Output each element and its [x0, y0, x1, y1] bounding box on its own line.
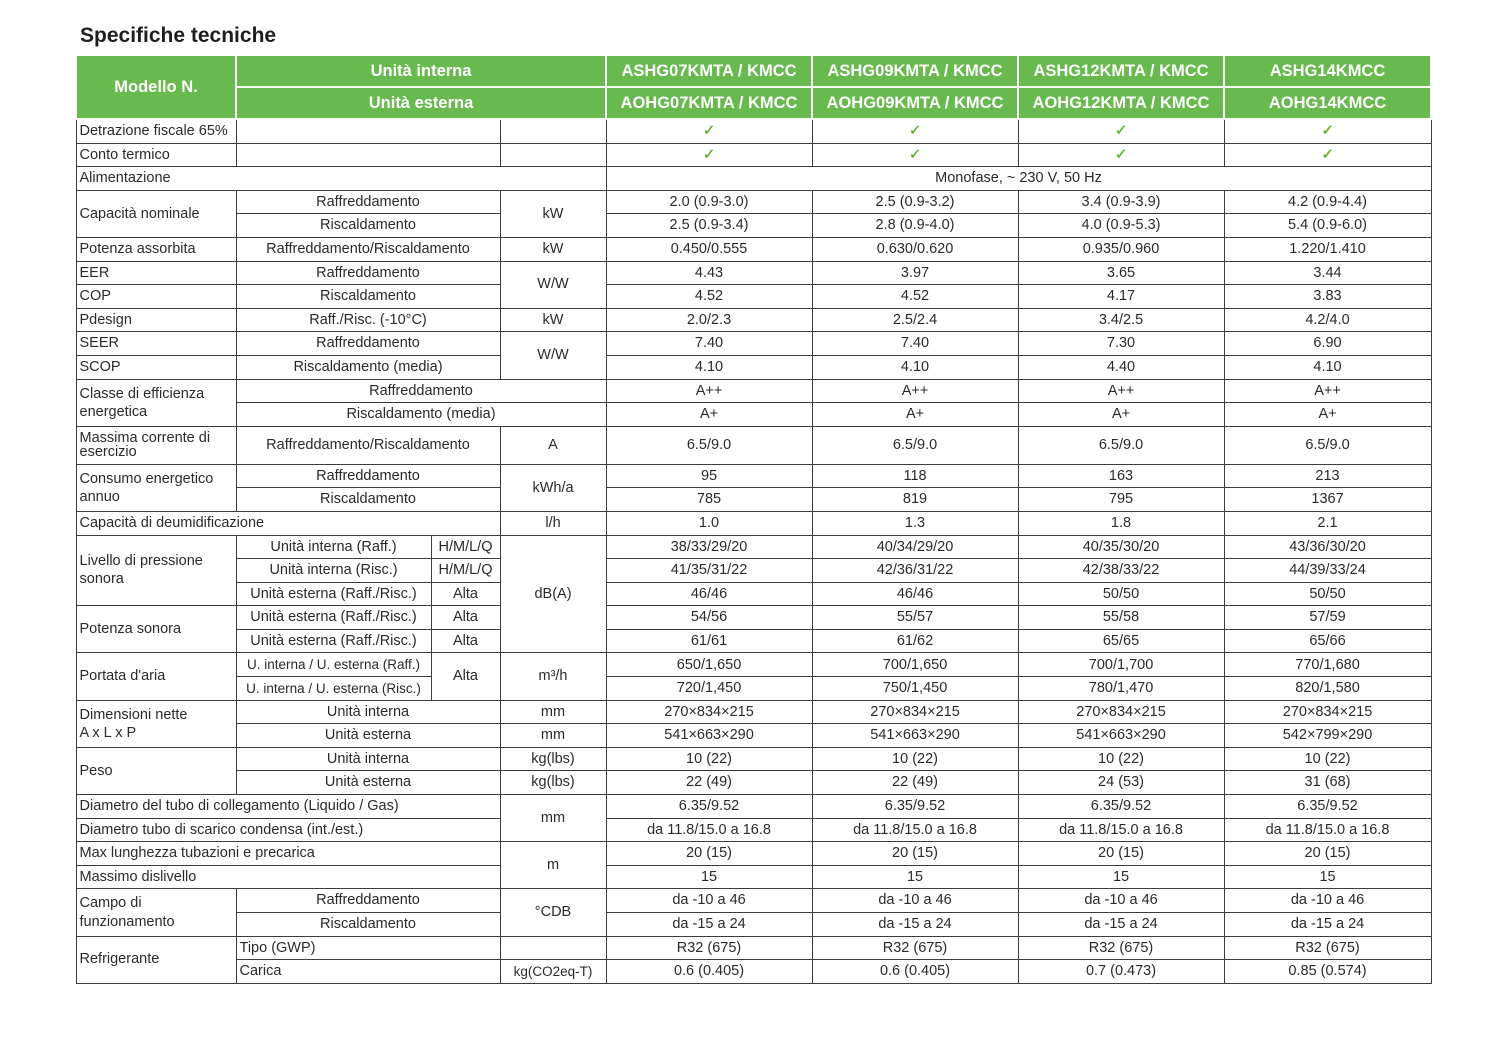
- value-cell: da -15 a 24: [812, 913, 1018, 937]
- value-cell: 3.4 (0.9-3.9): [1018, 190, 1224, 214]
- value-cell: da 11.8/15.0 a 16.8: [1018, 818, 1224, 842]
- sub-label: Riscaldamento (media): [236, 355, 500, 379]
- value-cell: 15: [1018, 865, 1224, 889]
- row-label-scop: SCOP: [76, 355, 236, 379]
- unit-cell: kg(lbs): [500, 771, 606, 795]
- sub-label: Unità esterna (Raff./Risc.): [236, 629, 431, 653]
- value-cell: 6.5/9.0: [812, 426, 1018, 464]
- sub-label: Raffreddamento: [236, 332, 500, 356]
- sub-label: Unità interna: [236, 700, 500, 724]
- table-row: [76, 913, 1431, 937]
- value-cell: 55/58: [1018, 606, 1224, 630]
- indoor-model-1: ASHG07KMTA / KMCC: [606, 55, 812, 87]
- value-cell: 785: [606, 488, 812, 512]
- value-cell: 0.7 (0.473): [1018, 960, 1224, 984]
- value-cell: 1.8: [1018, 511, 1224, 535]
- value-cell: 7.30: [1018, 332, 1224, 356]
- unit-cell: kW: [500, 308, 606, 332]
- row-label-pressione: Livello di pressione sonora: [76, 535, 236, 606]
- value-cell: 2.5 (0.9-3.4): [606, 214, 812, 238]
- indoor-model-3: ASHG12KMTA / KMCC: [1018, 55, 1224, 87]
- value-cell: 4.17: [1018, 285, 1224, 309]
- check-icon: ✓: [606, 119, 812, 143]
- row-label-eer: EER: [76, 261, 236, 285]
- value-cell: 2.1: [1224, 511, 1431, 535]
- table-row: [76, 677, 1431, 701]
- header-row-outdoor: [76, 87, 1431, 119]
- mode-cell: Alta: [431, 606, 500, 630]
- value-cell: 541×663×290: [1018, 724, 1224, 748]
- check-icon: ✓: [812, 119, 1018, 143]
- sub-label: Unità esterna: [236, 724, 500, 748]
- sub-label: Riscaldamento: [236, 913, 500, 937]
- value-cell: 650/1,650: [606, 653, 812, 677]
- table-row: [76, 700, 1431, 724]
- unit-cell: kg(CO2eq-T): [500, 960, 606, 984]
- table-row: [76, 771, 1431, 795]
- value-cell: 65/66: [1224, 629, 1431, 653]
- row-label-detrazione: Detrazione fiscale 65%: [76, 119, 236, 143]
- value-cell: 2.5/2.4: [812, 308, 1018, 332]
- table-row: [76, 403, 1431, 427]
- value-cell: 20 (15): [1018, 842, 1224, 866]
- sub-label: Raffreddamento: [236, 889, 500, 913]
- value-cell: 700/1,650: [812, 653, 1018, 677]
- value-cell: 2.8 (0.9-4.0): [812, 214, 1018, 238]
- value-cell: da 11.8/15.0 a 16.8: [812, 818, 1018, 842]
- value-cell: 541×663×290: [606, 724, 812, 748]
- table-row: [76, 535, 1431, 559]
- value-cell: da 11.8/15.0 a 16.8: [606, 818, 812, 842]
- sub-label: Carica: [236, 960, 500, 984]
- check-icon: ✓: [1224, 143, 1431, 167]
- value-cell: da -10 a 46: [1224, 889, 1431, 913]
- value-cell: 270×834×215: [606, 700, 812, 724]
- table-row: [76, 379, 1431, 403]
- row-label-capacita: Capacità nominale: [76, 190, 236, 237]
- value-cell: da -10 a 46: [1018, 889, 1224, 913]
- value-cell: 6.90: [1224, 332, 1431, 356]
- value-cell: 1367: [1224, 488, 1431, 512]
- value-cell: da -15 a 24: [1018, 913, 1224, 937]
- value-cell: 46/46: [812, 582, 1018, 606]
- value-cell: 65/65: [1018, 629, 1224, 653]
- value-cell: 2.0 (0.9-3.0): [606, 190, 812, 214]
- value-cell: A++: [1018, 379, 1224, 403]
- dimensioni-label: Dimensioni nette: [79, 706, 188, 723]
- sub-label: Raffreddamento/Riscaldamento: [236, 426, 500, 464]
- value-cell: 0.85 (0.574): [1224, 960, 1431, 984]
- value-cell: R32 (675): [606, 936, 812, 960]
- value-cell: R32 (675): [812, 936, 1018, 960]
- table-row: [76, 119, 1431, 143]
- outdoor-model-2: AOHG09KMTA / KMCC: [812, 87, 1018, 119]
- outdoor-model-4: AOHG14KMCC: [1224, 87, 1431, 119]
- row-label-deumid: Capacità di deumidificazione: [76, 511, 500, 535]
- value-cell: 20 (15): [606, 842, 812, 866]
- table-row: [76, 511, 1431, 535]
- value-cell: 213: [1224, 464, 1431, 488]
- unit-cell: mm: [500, 795, 606, 842]
- value-cell: 3.44: [1224, 261, 1431, 285]
- table-row: [76, 653, 1431, 677]
- value-cell: 42/38/33/22: [1018, 559, 1224, 583]
- table-row: [76, 629, 1431, 653]
- sub-label: U. interna / U. esterna (Risc.): [236, 677, 431, 701]
- value-cell: 0.6 (0.405): [606, 960, 812, 984]
- value-cell: 20 (15): [812, 842, 1018, 866]
- unit-cell: kW: [500, 237, 606, 261]
- check-icon: ✓: [606, 143, 812, 167]
- sub-label: Raff./Risc. (-10°C): [236, 308, 500, 332]
- value-cell: 4.0 (0.9-5.3): [1018, 214, 1224, 238]
- value-cell: A++: [1224, 379, 1431, 403]
- unit-cell: dB(A): [500, 535, 606, 653]
- unit-cell: l/h: [500, 511, 606, 535]
- table-row: [76, 795, 1431, 819]
- value-cell: 50/50: [1018, 582, 1224, 606]
- value-cell: 6.35/9.52: [606, 795, 812, 819]
- sub-label: Riscaldamento: [236, 488, 500, 512]
- unit-cell: °CDB: [500, 889, 606, 936]
- value-cell: 10 (22): [812, 747, 1018, 771]
- value-cell: 55/57: [812, 606, 1018, 630]
- value-cell: 6.5/9.0: [1224, 426, 1431, 464]
- row-label-potenza-sonora: Potenza sonora: [76, 606, 236, 653]
- table-row: [76, 559, 1431, 583]
- value-cell: 3.4/2.5: [1018, 308, 1224, 332]
- table-row: [76, 865, 1431, 889]
- value-cell: da -10 a 46: [812, 889, 1018, 913]
- row-label-refrigerante: Refrigerante: [76, 936, 236, 983]
- alimentazione-value: Monofase, ~ 230 V, 50 Hz: [606, 167, 1431, 191]
- value-cell: A+: [1224, 403, 1431, 427]
- unit-cell: A: [500, 426, 606, 464]
- sub-label: Unità interna (Risc.): [236, 559, 431, 583]
- header-row-indoor: [76, 55, 1431, 87]
- sub-label: Raffreddamento: [236, 190, 500, 214]
- value-cell: 4.10: [812, 355, 1018, 379]
- value-cell: 10 (22): [1224, 747, 1431, 771]
- value-cell: 7.40: [812, 332, 1018, 356]
- value-cell: R32 (675): [1018, 936, 1224, 960]
- unit-cell: W/W: [500, 261, 606, 308]
- value-cell: 22 (49): [606, 771, 812, 795]
- value-cell: 40/34/29/20: [812, 535, 1018, 559]
- value-cell: da -10 a 46: [606, 889, 812, 913]
- value-cell: 95: [606, 464, 812, 488]
- value-cell: 31 (68): [1224, 771, 1431, 795]
- sub-label: Riscaldamento: [236, 285, 500, 309]
- value-cell: 6.35/9.52: [812, 795, 1018, 819]
- value-cell: da -15 a 24: [1224, 913, 1431, 937]
- value-cell: 6.35/9.52: [1018, 795, 1224, 819]
- value-cell: da -15 a 24: [606, 913, 812, 937]
- value-cell: 270×834×215: [812, 700, 1018, 724]
- value-cell: 780/1,470: [1018, 677, 1224, 701]
- value-cell: 41/35/31/22: [606, 559, 812, 583]
- value-cell: 2.5 (0.9-3.2): [812, 190, 1018, 214]
- value-cell: A+: [606, 403, 812, 427]
- table-row: [76, 582, 1431, 606]
- row-label-campo: Campo di funzionamento: [76, 889, 236, 936]
- row-label-dislivello: Massimo dislivello: [76, 865, 500, 889]
- value-cell: 270×834×215: [1224, 700, 1431, 724]
- check-icon: ✓: [812, 143, 1018, 167]
- outdoor-unit-label: Unità esterna: [236, 87, 606, 119]
- value-cell: 770/1,680: [1224, 653, 1431, 677]
- unit-cell: kW: [500, 190, 606, 237]
- unit-cell: mm: [500, 700, 606, 724]
- value-cell: 700/1,700: [1018, 653, 1224, 677]
- value-cell: 4.10: [1224, 355, 1431, 379]
- mode-cell: Alta: [431, 629, 500, 653]
- value-cell: A++: [812, 379, 1018, 403]
- table-row: [76, 355, 1431, 379]
- sub-label: Unità interna (Raff.): [236, 535, 431, 559]
- value-cell: 24 (53): [1018, 771, 1224, 795]
- table-row: [76, 285, 1431, 309]
- value-cell: A++: [606, 379, 812, 403]
- value-cell: 54/56: [606, 606, 812, 630]
- unit-cell: kWh/a: [500, 464, 606, 511]
- unit-cell: m³/h: [500, 653, 606, 700]
- value-cell: 7.40: [606, 332, 812, 356]
- table-row: [76, 724, 1431, 748]
- row-label-pdesign: Pdesign: [76, 308, 236, 332]
- row-label-portata: Portata d'aria: [76, 653, 236, 700]
- table-row: [76, 488, 1431, 512]
- table-row: [76, 214, 1431, 238]
- row-label-dimensioni: [76, 700, 236, 747]
- value-cell: 750/1,450: [812, 677, 1018, 701]
- value-cell: 6.35/9.52: [1224, 795, 1431, 819]
- value-cell: 542×799×290: [1224, 724, 1431, 748]
- unit-cell: m: [500, 842, 606, 889]
- value-cell: A+: [1018, 403, 1224, 427]
- value-cell: 1.220/1.410: [1224, 237, 1431, 261]
- value-cell: 6.5/9.0: [1018, 426, 1224, 464]
- value-cell: 42/36/31/22: [812, 559, 1018, 583]
- value-cell: 44/39/33/24: [1224, 559, 1431, 583]
- value-cell: 61/61: [606, 629, 812, 653]
- value-cell: 819: [812, 488, 1018, 512]
- indoor-unit-label: Unità interna: [236, 55, 606, 87]
- value-cell: 10 (22): [1018, 747, 1224, 771]
- sub-label: Riscaldamento (media): [236, 403, 606, 427]
- sub-label: Raffreddamento: [236, 261, 500, 285]
- value-cell: 4.10: [606, 355, 812, 379]
- sub-label: Unità esterna (Raff./Risc.): [236, 582, 431, 606]
- sub-label: Unità interna: [236, 747, 500, 771]
- value-cell: 720/1,450: [606, 677, 812, 701]
- row-label-seer: SEER: [76, 332, 236, 356]
- value-cell: 0.6 (0.405): [812, 960, 1018, 984]
- table-row: [76, 936, 1431, 960]
- check-icon: ✓: [1018, 119, 1224, 143]
- indoor-model-4: ASHG14KMCC: [1224, 55, 1431, 87]
- table-row: [76, 842, 1431, 866]
- row-label-cop: COP: [76, 285, 236, 309]
- indoor-model-2: ASHG09KMTA / KMCC: [812, 55, 1018, 87]
- value-cell: 4.2/4.0: [1224, 308, 1431, 332]
- page-title: Specifiche tecniche: [80, 24, 277, 47]
- value-cell: 2.0/2.3: [606, 308, 812, 332]
- table-row: [76, 332, 1431, 356]
- unit-cell: mm: [500, 724, 606, 748]
- value-cell: 118: [812, 464, 1018, 488]
- value-cell: 40/35/30/20: [1018, 535, 1224, 559]
- row-label-alimentazione: Alimentazione: [76, 167, 606, 191]
- row-label-tubo: Diametro del tubo di collegamento (Liquido / Gas): [76, 795, 500, 819]
- mode-cell: H/M/L/Q: [431, 535, 500, 559]
- row-label-potenza: Potenza assorbita: [76, 237, 236, 261]
- value-cell: 38/33/29/20: [606, 535, 812, 559]
- check-icon: ✓: [1224, 119, 1431, 143]
- value-cell: 4.52: [606, 285, 812, 309]
- table-row: [76, 190, 1431, 214]
- value-cell: 541×663×290: [812, 724, 1018, 748]
- sub-label: Tipo (GWP): [236, 936, 500, 960]
- value-cell: 15: [1224, 865, 1431, 889]
- row-label-consumo: Consumo energetico annuo: [76, 464, 236, 511]
- value-cell: 4.52: [812, 285, 1018, 309]
- sub-label: Raffreddamento: [236, 379, 606, 403]
- mode-cell: Alta: [431, 653, 500, 700]
- row-label-scarico: Diametro tubo di scarico condensa (int./est.): [76, 818, 500, 842]
- value-cell: 3.65: [1018, 261, 1224, 285]
- value-cell: 4.2 (0.9-4.4): [1224, 190, 1431, 214]
- value-cell: 270×834×215: [1018, 700, 1224, 724]
- table-row: [76, 426, 1431, 464]
- spec-table: [75, 54, 1432, 984]
- table-row: [76, 143, 1431, 167]
- table-row: [76, 261, 1431, 285]
- outdoor-model-1: AOHG07KMTA / KMCC: [606, 87, 812, 119]
- sub-label: U. interna / U. esterna (Raff.): [236, 653, 431, 677]
- value-cell: 15: [812, 865, 1018, 889]
- value-cell: 10 (22): [606, 747, 812, 771]
- value-cell: 1.3: [812, 511, 1018, 535]
- row-label-corrente: Massima corrente di esercizio: [76, 426, 236, 464]
- value-cell: 61/62: [812, 629, 1018, 653]
- value-cell: 15: [606, 865, 812, 889]
- value-cell: 0.450/0.555: [606, 237, 812, 261]
- unit-cell: kg(lbs): [500, 747, 606, 771]
- table-row: [76, 464, 1431, 488]
- sub-label: Unità esterna: [236, 771, 500, 795]
- value-cell: 22 (49): [812, 771, 1018, 795]
- value-cell: 3.97: [812, 261, 1018, 285]
- spec-sheet: [75, 54, 1430, 998]
- sub-label: Riscaldamento: [236, 214, 500, 238]
- mode-cell: Alta: [431, 582, 500, 606]
- row-label-classe: Classe di efficienza energetica: [76, 379, 236, 426]
- mode-cell: H/M/L/Q: [431, 559, 500, 583]
- value-cell: 6.5/9.0: [606, 426, 812, 464]
- sub-label: Raffreddamento: [236, 464, 500, 488]
- table-row: [76, 167, 1431, 191]
- value-cell: 0.935/0.960: [1018, 237, 1224, 261]
- row-label-peso: Peso: [76, 747, 236, 794]
- table-row: [76, 889, 1431, 913]
- table-row: [76, 818, 1431, 842]
- value-cell: 163: [1018, 464, 1224, 488]
- row-label-conto: Conto termico: [76, 143, 236, 167]
- value-cell: 5.4 (0.9-6.0): [1224, 214, 1431, 238]
- value-cell: 50/50: [1224, 582, 1431, 606]
- model-label: Modello N.: [76, 55, 236, 119]
- value-cell: 820/1,580: [1224, 677, 1431, 701]
- unit-cell: [500, 936, 606, 960]
- unit-cell: W/W: [500, 332, 606, 379]
- value-cell: da 11.8/15.0 a 16.8: [1224, 818, 1431, 842]
- row-label-lunghezza: Max lunghezza tubazioni e precarica: [76, 842, 500, 866]
- table-row: [76, 308, 1431, 332]
- value-cell: 46/46: [606, 582, 812, 606]
- outdoor-model-3: AOHG12KMTA / KMCC: [1018, 87, 1224, 119]
- value-cell: 43/36/30/20: [1224, 535, 1431, 559]
- dimensioni-label-2: A x L x P: [79, 724, 137, 741]
- value-cell: 4.43: [606, 261, 812, 285]
- value-cell: 0.630/0.620: [812, 237, 1018, 261]
- sub-label: Raffreddamento/Riscaldamento: [236, 237, 500, 261]
- sub-label: Unità esterna (Raff./Risc.): [236, 606, 431, 630]
- value-cell: 20 (15): [1224, 842, 1431, 866]
- value-cell: R32 (675): [1224, 936, 1431, 960]
- value-cell: 795: [1018, 488, 1224, 512]
- value-cell: 1.0: [606, 511, 812, 535]
- value-cell: 3.83: [1224, 285, 1431, 309]
- value-cell: 4.40: [1018, 355, 1224, 379]
- table-row: [76, 747, 1431, 771]
- table-row: [76, 237, 1431, 261]
- value-cell: 57/59: [1224, 606, 1431, 630]
- table-row: [76, 606, 1431, 630]
- value-cell: A+: [812, 403, 1018, 427]
- table-row: [76, 960, 1431, 984]
- check-icon: ✓: [1018, 143, 1224, 167]
